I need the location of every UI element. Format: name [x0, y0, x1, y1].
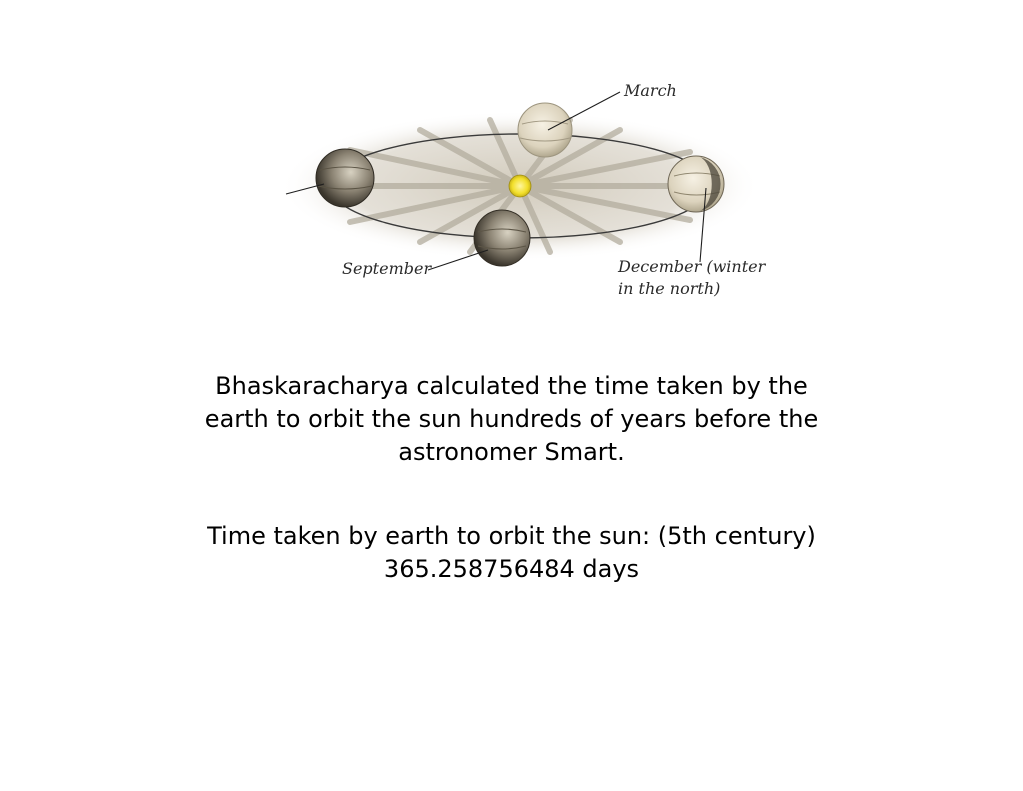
paragraph1-line2: earth to orbit the sun hundreds of years before the [204, 405, 819, 433]
paragraph1-line3: astronomer Smart. [398, 438, 625, 466]
label-december: December (winter [618, 257, 766, 276]
paragraph2-line2: 365.258756484 days [383, 555, 640, 583]
paragraph1-line1: Bhaskaracharya calculated the time taken by the [215, 372, 808, 400]
label-march: March [624, 81, 677, 100]
earth-june-left [316, 149, 374, 207]
earth-march [518, 103, 572, 157]
sun [509, 175, 531, 197]
paragraph2-line1: Time taken by earth to orbit the sun: (5th century) [207, 522, 816, 550]
label-september: September [342, 259, 432, 278]
paragraph-bhaskaracharya [100, 370, 923, 469]
earth-orbit-illustration [200, 60, 800, 320]
orbit-diagram [200, 60, 800, 320]
earth-december [668, 156, 724, 212]
earth-september [474, 210, 530, 266]
paragraph-orbit-time [100, 520, 923, 586]
label-december-note: in the north) [618, 279, 721, 298]
